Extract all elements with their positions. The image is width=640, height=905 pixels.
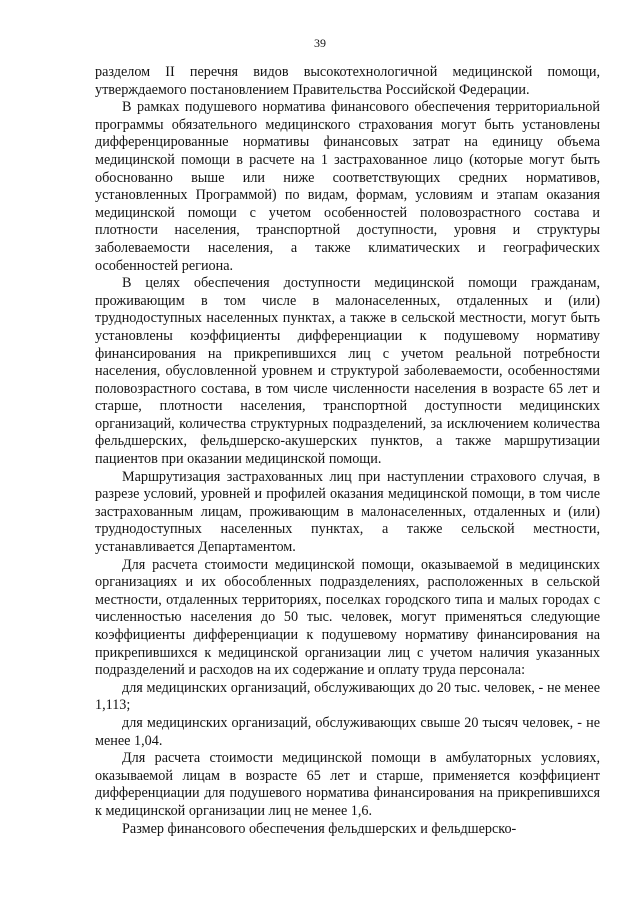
paragraph: В рамках подушевого норматива финансового обеспечения территориальной программы обязательного медицинского страхования могут быть установлены дифференцированные нормативы финансовых затрат на единицу объема медицинской помощи в расчете на 1 застрахованное лицо (которые могут быть обоснованно выше или ниже соответствующих средних нормативов, установленных Программой) по видам, формам, условиям и этапам оказания медицинской помощи с учетом особенностей половозрастного состава и плотности населения, транспортной доступности, уровня и структуры заболеваемости населения, а также климатических и географических особенностей региона. (95, 99, 600, 274)
page-number: 39 (314, 36, 326, 50)
paragraph-truncated: Размер финансового обеспечения фельдшерских и фельдшерско- (122, 820, 517, 837)
paragraph: В целях обеспечения доступности медицинской помощи гражданам, проживающим в том числе в малонаселенных, отдаленных и (или) труднодоступных населенных пунктах, а также в сельской местности, могут быть установлены коэффициенты дифференциации к подушевому нормативу финансирования на прикрепившихся лиц с учетом реальной потребности населения, обусловленной уровнем и структурой заболеваемости, особенностями половозрастного состава, в том числе численности населения в возрасте 65 лет и старше, плотности населения, транспортной доступности медицинских организаций, количества структурных подразделений, за исключением количества фельдшерских, фельдшерско-акушерских пунктов, а также маршрутизации пациентов при оказании медицинской помощи. (95, 275, 600, 468)
list-item: для медицинских организаций, обслуживающих до 20 тыс. человек, - не менее 1,113; (95, 679, 600, 714)
paragraph: Маршрутизация застрахованных лиц при наступлении страхового случая, в разрезе условий, уровней и профилей оказания медицинской помощи, в том числе застрахованным лицам, проживающим в малонаселенных, отдаленных и (или) труднодоступных населенных пунктах, а также сельской местности, устанавливается Департаментом. (95, 468, 600, 556)
paragraph-continuation: разделом II перечня видов высокотехнологичной медицинской помощи, утверждаемого постановлением Правительства Российской Федерации. (95, 64, 600, 98)
document-body (95, 64, 600, 838)
paragraph: Для расчета стоимости медицинской помощи, оказываемой в медицинских организациях и их обособленных подразделениях, расположенных в сельской местности, отдаленных территориях, поселках городского типа и малых городах с численностью населения до 50 тыс. человек, могут применяться следующие коэффициенты дифференциации к подушевому нормативу финансирования на прикрепившихся к медицинской организации лиц с учетом наличия указанных подразделений и расходов на их содержание и оплату труда персонала: (95, 556, 600, 679)
paragraph: Для расчета стоимости медицинской помощи в амбулаторных условиях, оказываемой лицам в возрасте 65 лет и старше, применяется коэффициент дифференциации для подушевого норматива финансирования на прикрепившихся к медицинской организации лиц не менее 1,6. (95, 750, 600, 819)
list-item: для медицинских организаций, обслуживающих свыше 20 тысяч человек, - не менее 1,04. (95, 714, 600, 749)
